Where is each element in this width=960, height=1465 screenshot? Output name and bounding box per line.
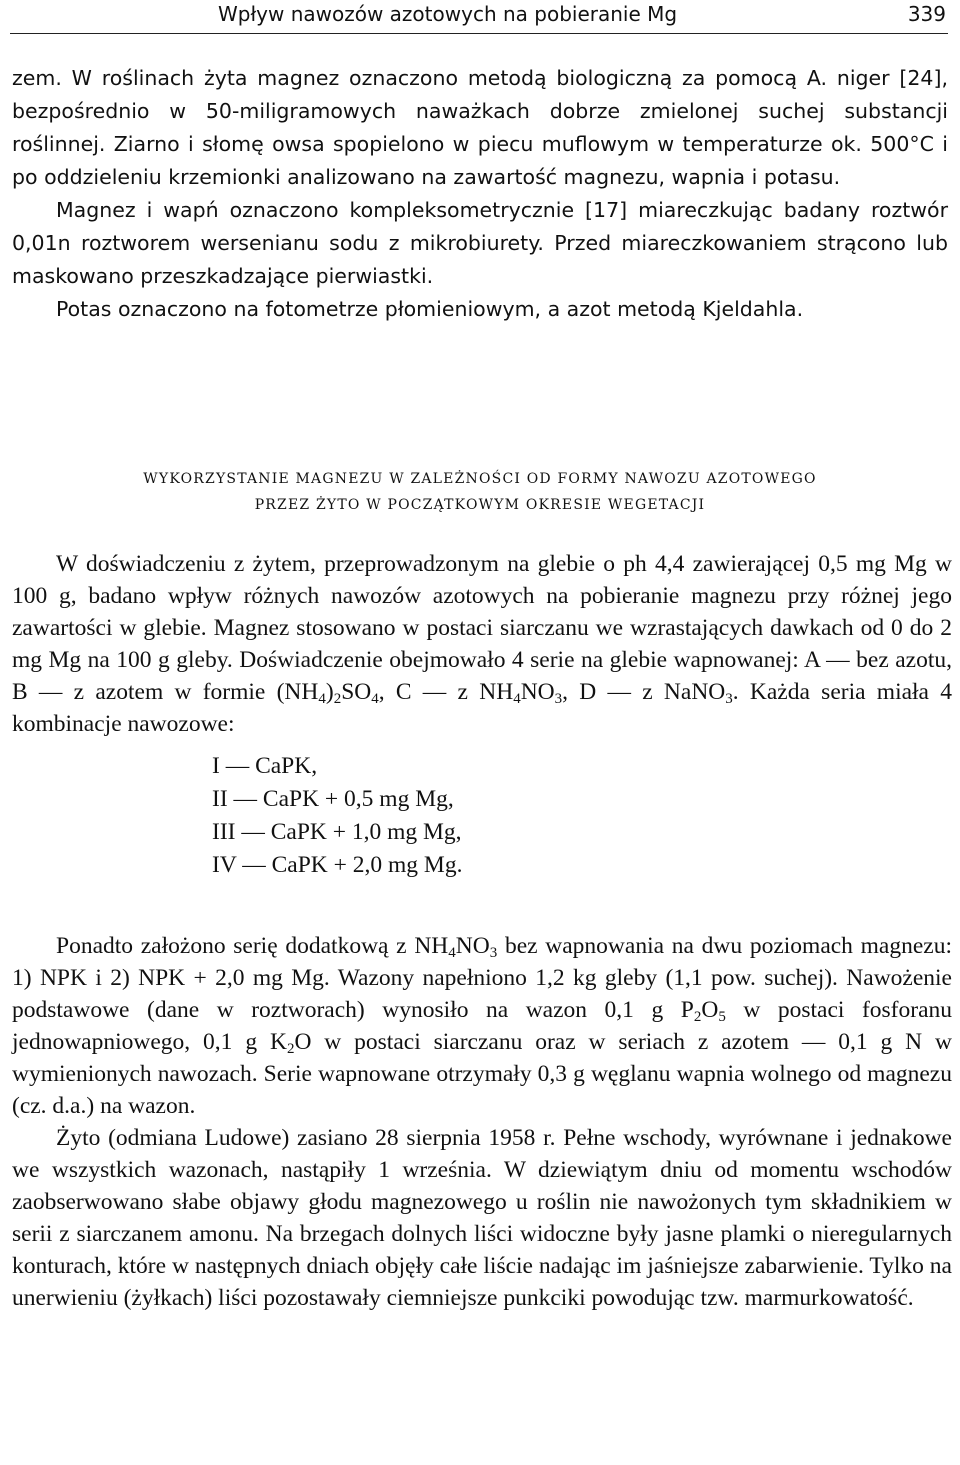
combination-item: I — CaPK, <box>212 753 318 779</box>
subscript: 2 <box>333 691 342 707</box>
text-run: , C — z NH <box>378 679 514 705</box>
text-run: SO <box>341 679 372 705</box>
paragraph: Potas oznaczono na fotometrze płomieniowym, a azot metodą Kjeldahla. <box>56 297 804 321</box>
subscript: 5 <box>718 1009 726 1025</box>
header-rule <box>10 33 948 34</box>
subscript: 2 <box>286 1041 295 1057</box>
subscript: 2 <box>693 1009 702 1025</box>
text-run: NO <box>455 933 490 959</box>
additional-series-section <box>12 930 952 1314</box>
text-run: NO <box>520 679 555 705</box>
text-run: ) <box>325 679 334 705</box>
text-run: O w postaci siarczanu oraz w seriach z azotem — 0,1 g N w wymienionych nawozach. Serie wapnowane otrzymały 0,3 g węglanu wapnia wolnego od magnezu (cz. d.a.) na wazon. <box>12 1029 953 1119</box>
paragraph: Żyto (odmiana Ludowe) zasiano 28 sierpnia 1958 r. Pełne wschody, wyrównane i jednakowe we wszystkich wazonach, nastąpiły 1 września. W dziewiątym dniu od momentu wschodów zaobserwowano słabe objawy głodu magnezowego u roślin nie nawożonych tym składnikiem w serii z siarczanem amonu. Na brzegach dolnych liści widoczne były jasne plamki o nieregularnych konturach, które w następnych dniach objęły całe liście nadając im jaśniejsze zabarwienie. Tylko na unerwieniu (żyłkach) liści pozostawały ciemniejsze punkciki powodując tzw. marmurkowatość. <box>12 1125 952 1311</box>
combination-item: II — CaPK + 0,5 mg Mg, <box>212 786 454 812</box>
subscript: 4 <box>318 691 326 707</box>
subscript: 3 <box>489 945 498 961</box>
paragraph: Magnez i wapń oznaczono kompleksometrycznie [17] miareczkując badany roztwór 0,01n roztworem wersenianu sodu z mikrobiurety. Przed miareczkowaniem strącono lub maskowano przeszkadzające pierwiastki. <box>12 198 948 288</box>
text-run: . Każda seria miała 4 kombinacje nawozowe: <box>12 679 952 737</box>
page-number: 339 <box>907 2 946 26</box>
subscript: 4 <box>448 945 456 961</box>
combination-item: III — CaPK + 1,0 mg Mg, <box>212 819 462 845</box>
experiment-section <box>12 548 952 882</box>
paragraph <box>12 930 952 1122</box>
subscript: 4 <box>371 691 379 707</box>
text-run: O <box>701 997 719 1023</box>
methods-section <box>12 62 948 326</box>
text-run: W doświadczeniu z żytem, przeprowadzonym na glebie o ph 4,4 zawierającej 0,5 mg Mg w 100 g, badano wpływ różnych nawozów azotowych na pobieranie magnezu przy różnej jego zawartości w glebie. Magnez stosowano w postaci siarczanu we wzrastających dawkach od 0 do 2 mg Mg na 100 g gleby. Doświadczenie obejmowało 4 serie na glebie wapnowanej: A — bez azotu, B — z azotem w formie (NH <box>12 551 952 705</box>
subscript: 4 <box>513 691 521 707</box>
section-heading-line: PRZEZ ŻYTO W POCZĄTKOWYM OKRESIE WEGETACJI <box>254 497 706 513</box>
text-run: Ponadto założono serię dodatkową z NH <box>56 933 449 959</box>
section-heading-line: WYKORZYSTANIE MAGNEZU W ZALEŻNOŚCI OD FORMY NAWOZU AZOTOWEGO <box>143 471 817 487</box>
running-title: Wpływ nawozów azotowych na pobieranie Mg <box>218 2 678 26</box>
subscript: 3 <box>554 691 563 707</box>
fertilizer-combinations <box>212 750 952 882</box>
section-heading <box>0 466 960 518</box>
paragraph <box>12 548 952 740</box>
text-run: w postaci fosforanu jednowapniowego, 0,1 g K <box>12 997 952 1055</box>
page-header <box>10 0 948 34</box>
combination-item: IV — CaPK + 2,0 mg Mg. <box>212 852 463 878</box>
paragraph: zem. W roślinach żyta magnez oznaczono metodą biologiczną za pomocą A. niger [24], bezpośrednio w 50-miligramowych naważkach dobrze zmielonej suchej substancji roślinnej. Ziarno i słomę owsa spopielono w piecu muflowym w temperaturze ok. 500°C i po oddzieleniu krzemionki analizowano na zawartość magnezu, wapnia i potasu. <box>12 66 948 189</box>
subscript: 3 <box>725 691 733 707</box>
text-run: bez wapnowania na dwu poziomach magnezu: 1) NPK i 2) NPK + 2,0 mg Mg. Wazony napełniono 1,2 kg gleby (1,1 pow. suchej). Nawożenie podstawowe (dane w roztworach) wynosiło na wazon 0,1 g P <box>12 933 952 1023</box>
text-run: , D — z NaNO <box>562 679 726 705</box>
